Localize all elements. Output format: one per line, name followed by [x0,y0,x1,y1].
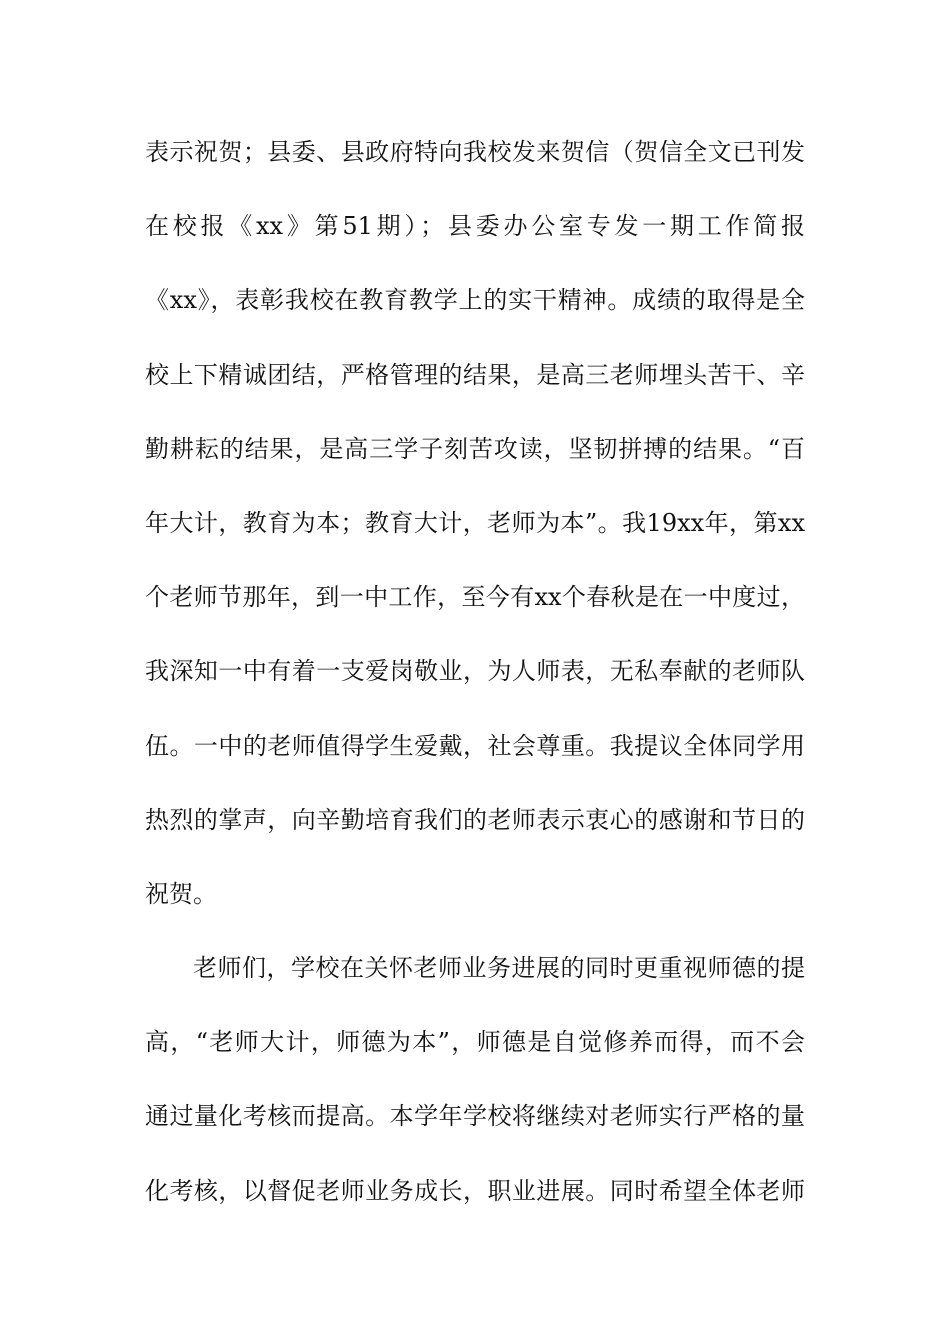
paragraph-2 [145,946,805,1243]
text-line: 祝贺。 [145,879,217,908]
text-line: 在校报《xx》第51期）；县委办公室专发一期工作简报 [145,212,805,241]
text-line: 校上下精诚团结，严格管理的结果，是高三老师埋头苦干、辛 [145,360,805,389]
text-line: 我深知一中有着一支爱岗敬业，为人师表，无私奉献的老师队 [145,657,805,686]
paragraph-1 [145,130,805,946]
text-line: 《xx》，表彰我校在教育教学上的实干精神。成绩的取得是全 [145,286,805,315]
text-line: 通过量化考核而提高。本学年学校将继续对老师实行严格的量 [145,1102,805,1131]
text-line: 化考核，以督促老师业务成长，职业进展。同时希望全体老师 [145,1176,805,1205]
text-line: 勤耕耘的结果，是高三学子刻苦攻读，坚韧拼搏的结果。“百 [145,434,805,463]
text-line: 老师们，学校在关怀老师业务进展的同时更重视师德的提 [193,954,805,983]
document-body [145,130,805,1243]
text-line: 伍。一中的老师值得学生爱戴，社会尊重。我提议全体同学用 [145,731,805,760]
text-line: 表示祝贺；县委、县政府特向我校发来贺信（贺信全文已刊发 [145,138,805,166]
text-line: 高，“老师大计，师德为本”，师德是自觉修养而得，而不会 [145,1028,805,1057]
text-line: 热烈的掌声，向辛勤培育我们的老师表示衷心的感谢和节日的 [145,805,805,834]
text-line: 年大计，教育为本；教育大计，老师为本”。我19xx年，第xx [145,508,805,537]
text-line: 个老师节那年，到一中工作，至今有xx个春秋是在一中度过， [145,583,805,612]
